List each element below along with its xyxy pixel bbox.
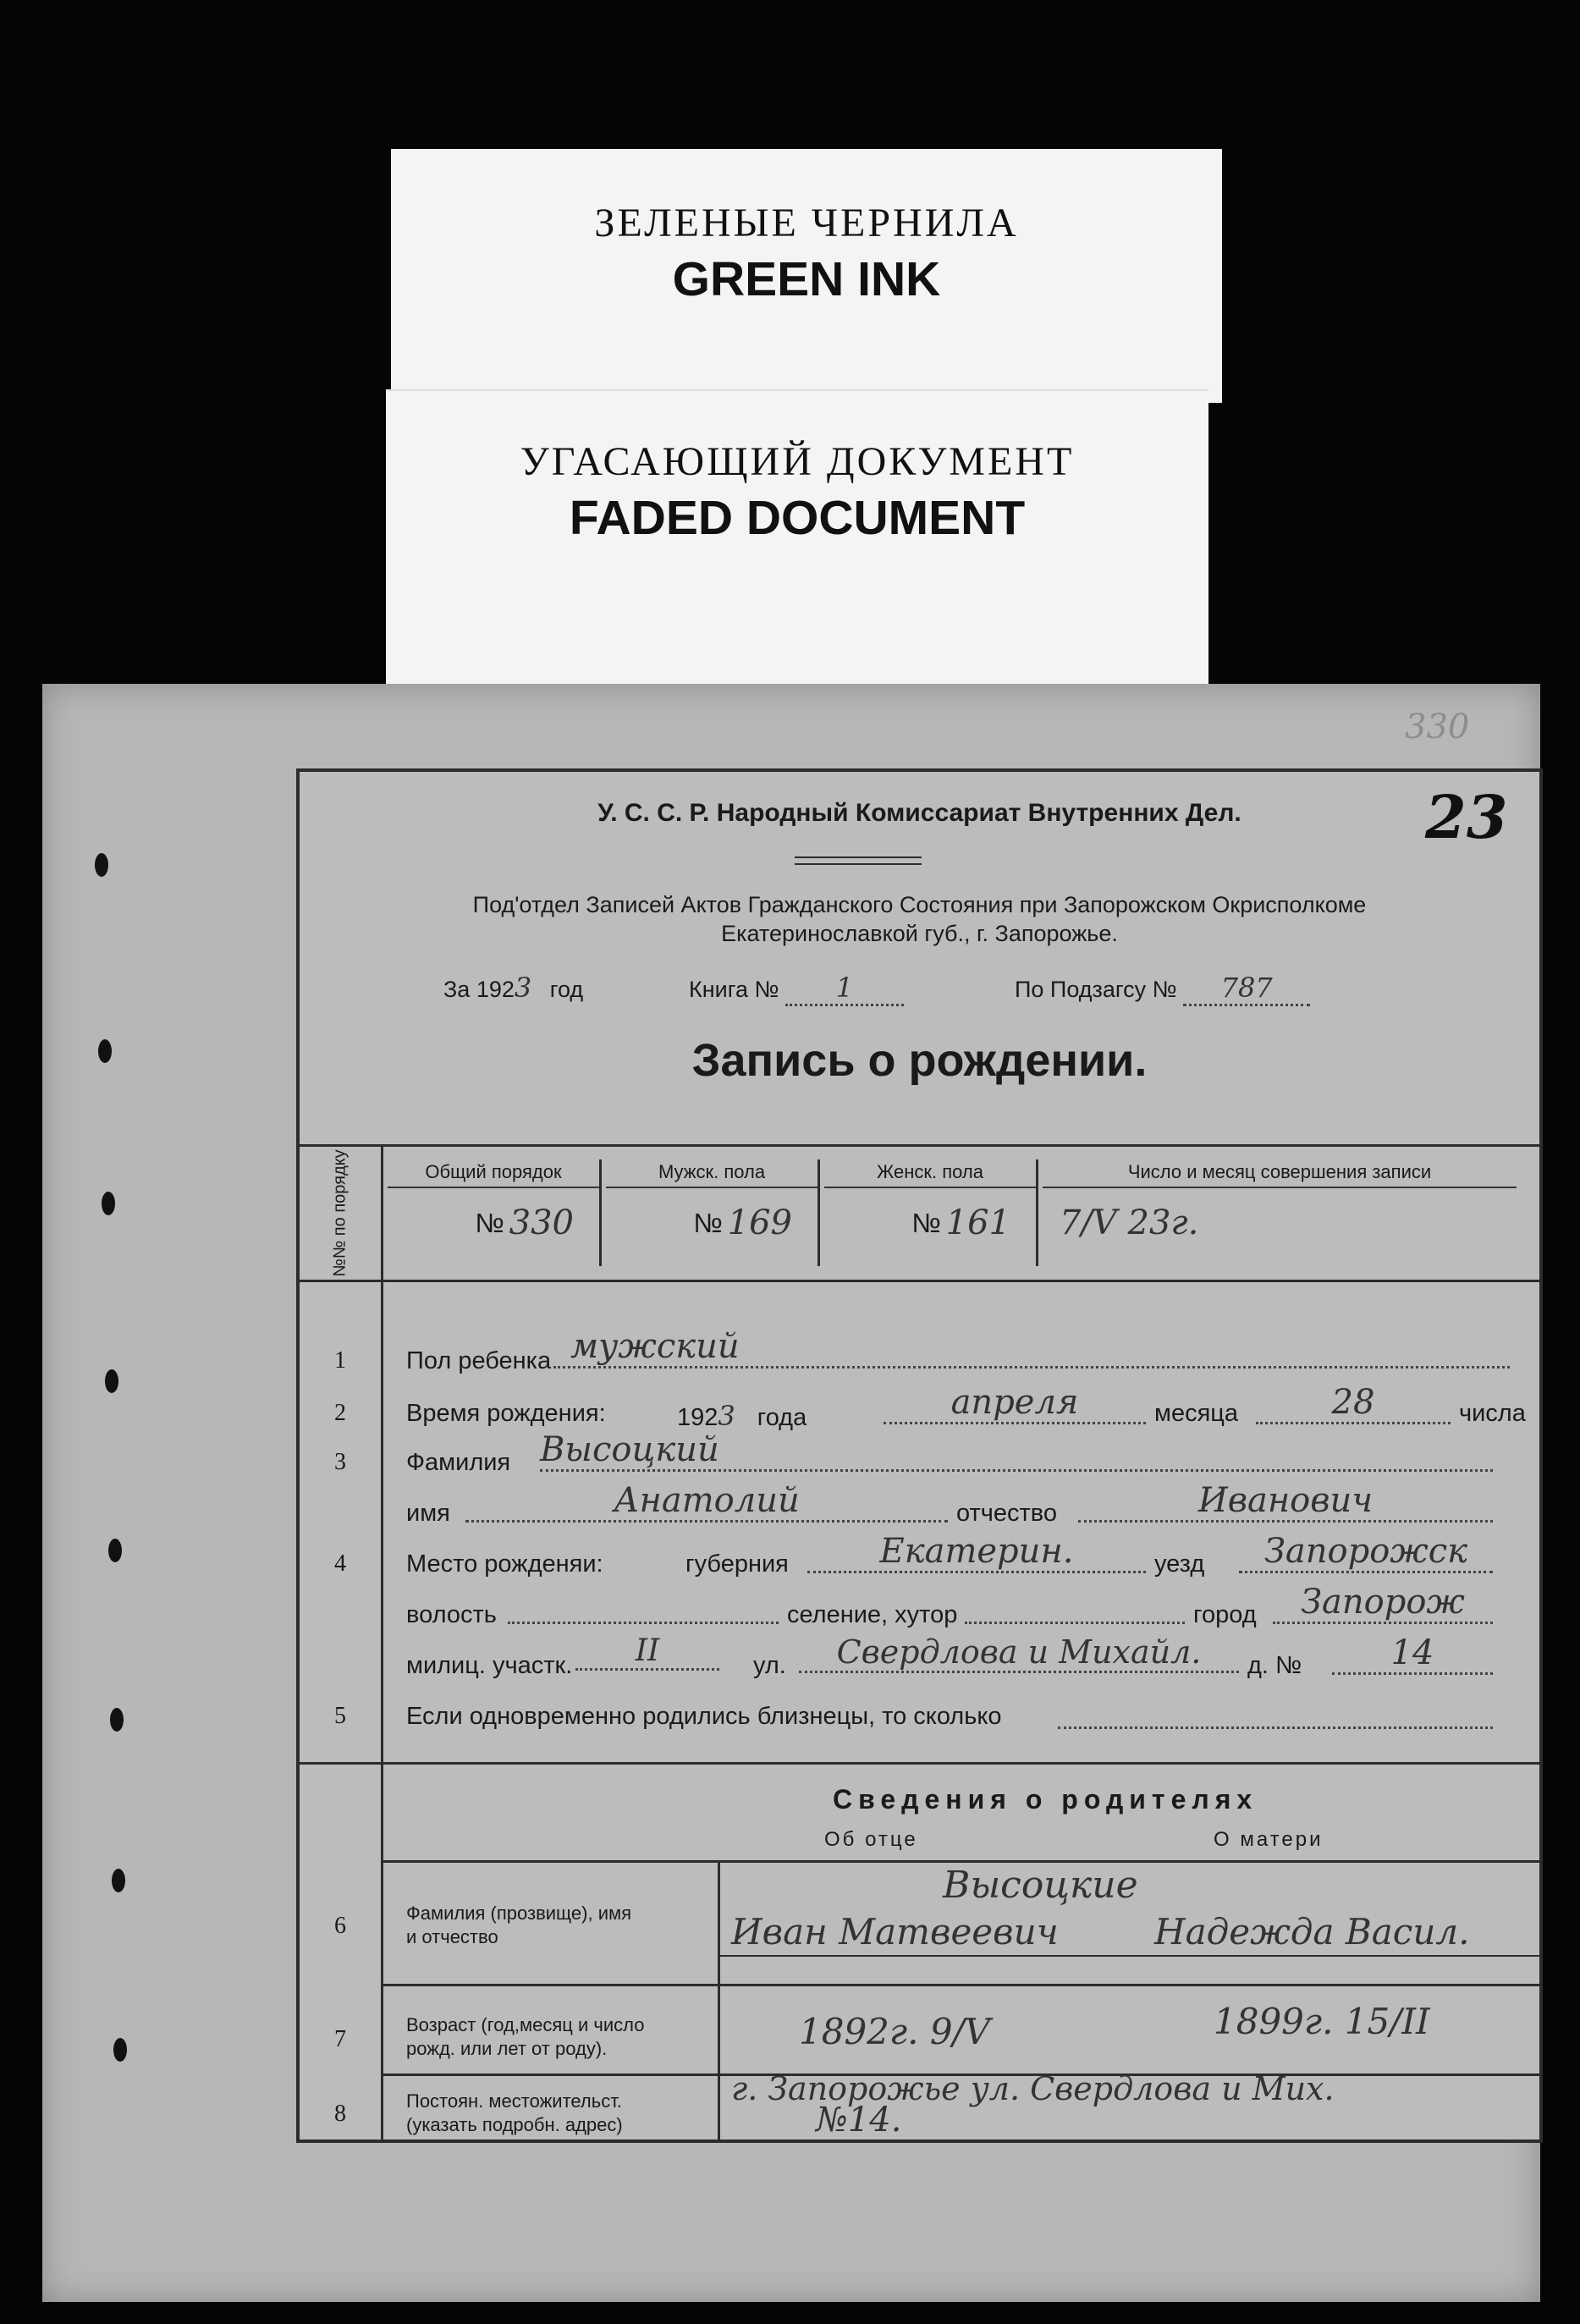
father-name-value: Иван Матвеевич bbox=[731, 1911, 1059, 1952]
village-label: селение, хутор bbox=[787, 1601, 958, 1628]
green-ink-ru: ЗЕЛЕНЫЕ ЧЕРНИЛА bbox=[594, 201, 1019, 245]
father-column-label: Об отце bbox=[824, 1828, 918, 1851]
order-side-label-box bbox=[300, 1148, 381, 1277]
uezd-value: Запорожск bbox=[1239, 1532, 1493, 1573]
parent-name-label-1: Фамилия (прозвище), имя bbox=[406, 1903, 632, 1924]
faded-document-en: FADED DOCUMENT bbox=[569, 491, 1026, 545]
parent-age-label-1: Возраст (год,месяц и число bbox=[406, 2014, 645, 2035]
mother-age-value: 1899г. 15/II bbox=[1214, 2001, 1430, 2042]
sex-label: Пол ребенка bbox=[406, 1347, 552, 1374]
male-order-cell bbox=[606, 1159, 820, 1266]
row-number: 1 bbox=[334, 1347, 346, 1374]
twins-field bbox=[1058, 1726, 1493, 1729]
female-order-field bbox=[824, 1188, 1036, 1242]
father-age-value: 1892г. 9/V bbox=[799, 2011, 991, 2052]
uezd-label: уезд bbox=[1154, 1550, 1205, 1578]
record-date-label: Число и месяц совершения записи bbox=[1043, 1159, 1517, 1188]
militia-label: милиц. участк. bbox=[406, 1652, 573, 1679]
record-date-cell bbox=[1043, 1159, 1517, 1266]
rule bbox=[381, 1984, 1539, 1986]
general-order-field bbox=[388, 1188, 599, 1242]
row-number: 4 bbox=[334, 1550, 346, 1577]
rule bbox=[381, 1860, 1539, 1863]
parents-surname-value: Высоцкие bbox=[943, 1864, 1138, 1907]
male-order-field bbox=[606, 1188, 818, 1242]
surname-value: Высоцкий bbox=[540, 1430, 1493, 1472]
subzags-label: По Подзагсу № bbox=[1015, 977, 1177, 1002]
patronymic-label: отчество bbox=[956, 1500, 1058, 1527]
house-label: д. № bbox=[1247, 1652, 1302, 1679]
surname-label: Фамилия bbox=[406, 1449, 511, 1476]
punch-hole bbox=[98, 1039, 112, 1063]
row-number: 6 bbox=[334, 1913, 346, 1939]
general-order-label: Общий порядок bbox=[388, 1159, 599, 1188]
birth-year-field bbox=[677, 1400, 807, 1432]
rule bbox=[300, 1762, 1539, 1765]
birth-month-label: месяца bbox=[1154, 1400, 1239, 1427]
female-order-cell bbox=[824, 1159, 1038, 1266]
header-department: Под'отдел Записей Актов Гражданского Состояния при Запорожском Окрисполкоме bbox=[472, 892, 1367, 917]
rule bbox=[381, 1144, 383, 2140]
rule bbox=[300, 1280, 1539, 1282]
gubernia-label: губерния bbox=[685, 1550, 789, 1578]
row-number: 5 bbox=[334, 1703, 346, 1729]
record-date-value: 7/V 23г. bbox=[1060, 1203, 1199, 1242]
row-number: 2 bbox=[334, 1400, 346, 1426]
birth-day-value: 28 bbox=[1256, 1383, 1451, 1424]
rule bbox=[718, 1955, 1539, 1957]
number-sign: № bbox=[911, 1207, 941, 1238]
village-field bbox=[965, 1622, 1185, 1624]
rule bbox=[718, 1860, 720, 2140]
row-number: 7 bbox=[334, 2026, 346, 2052]
header-ministry: У. С. С. Р. Народный Комиссариат Внутренних Дел. bbox=[597, 799, 1241, 827]
city-value: Запорож bbox=[1273, 1583, 1493, 1624]
male-order-label: Мужск. пола bbox=[606, 1159, 818, 1188]
rule bbox=[300, 1144, 1539, 1147]
birth-record-sheet bbox=[42, 684, 1540, 2302]
pencil-number: 330 bbox=[1405, 708, 1470, 746]
punch-hole bbox=[113, 2038, 127, 2062]
number-sign: № bbox=[693, 1207, 723, 1238]
book-value: 1 bbox=[785, 972, 904, 1006]
birth-year-prefix: 192 bbox=[677, 1404, 718, 1431]
city-label: город bbox=[1193, 1601, 1257, 1628]
green-ink-card bbox=[391, 149, 1222, 403]
female-order-value: 161 bbox=[945, 1203, 1010, 1242]
house-value: 14 bbox=[1332, 1633, 1493, 1675]
row-number: 8 bbox=[334, 2101, 346, 2127]
form-frame bbox=[296, 768, 1543, 2143]
year-label: За 192 bbox=[443, 977, 515, 1002]
order-side-label: №№ по порядку bbox=[330, 1148, 350, 1277]
mother-column-label: О матери bbox=[1214, 1828, 1324, 1851]
given-name-label: имя bbox=[406, 1500, 450, 1527]
birth-month-value: апреля bbox=[884, 1383, 1146, 1424]
birth-time-label: Время рождения: bbox=[406, 1400, 606, 1427]
parents-address-house: №14. bbox=[816, 2101, 902, 2140]
gubernia-value: Екатерин. bbox=[807, 1532, 1146, 1573]
parents-title: Сведения о родителях bbox=[833, 1784, 1258, 1815]
street-value: Свердлова и Михайл. bbox=[799, 1633, 1239, 1673]
punch-hole bbox=[108, 1539, 122, 1562]
birth-year-suffix: года bbox=[757, 1404, 807, 1431]
general-order-cell bbox=[388, 1159, 602, 1266]
book-line bbox=[689, 972, 904, 1006]
faded-document-ru: УГАСАЮЩИЙ ДОКУМЕНТ bbox=[520, 439, 1075, 484]
twins-label: Если одновременно родились близнецы, то сколько bbox=[406, 1703, 1002, 1730]
punch-hole bbox=[110, 1708, 124, 1732]
street-label: ул. bbox=[753, 1652, 786, 1679]
subzags-line bbox=[1015, 972, 1310, 1006]
row-number: 3 bbox=[334, 1449, 346, 1475]
divider bbox=[795, 856, 922, 858]
green-ink-en: GREEN INK bbox=[672, 252, 941, 306]
punch-hole bbox=[112, 1869, 125, 1892]
birthplace-label: Место рожденяи: bbox=[406, 1550, 603, 1578]
volost-field bbox=[508, 1622, 779, 1624]
militia-value: II bbox=[575, 1633, 719, 1671]
parents-address-value: г. Запорожье ул. Свердлова и Мих. bbox=[731, 2070, 1335, 2107]
punch-hole bbox=[105, 1369, 118, 1393]
sex-value: мужский bbox=[553, 1327, 1510, 1369]
year-value: 3 bbox=[514, 972, 532, 1004]
subzags-value: 787 bbox=[1183, 972, 1310, 1006]
mother-name-value: Надежда Васил. bbox=[1154, 1911, 1470, 1952]
volost-label: волость bbox=[406, 1601, 497, 1628]
sheet-number: 23 bbox=[1425, 782, 1508, 852]
parent-name-label-2: и отчество bbox=[406, 1926, 498, 1947]
birth-day-label: числа bbox=[1459, 1400, 1526, 1427]
header-region: Екатеринославкой губ., г. Запорожье. bbox=[721, 921, 1118, 946]
birth-year-value: 3 bbox=[718, 1400, 735, 1432]
punch-hole bbox=[102, 1192, 115, 1215]
parent-address-label-1: Постоян. местожительст. bbox=[406, 2090, 622, 2112]
female-order-label: Женск. пола bbox=[824, 1159, 1036, 1188]
male-order-value: 169 bbox=[727, 1203, 792, 1242]
general-order-value: 330 bbox=[509, 1203, 574, 1242]
given-name-value: Анатолий bbox=[465, 1481, 948, 1523]
record-date-field bbox=[1043, 1188, 1517, 1242]
book-label: Книга № bbox=[689, 977, 779, 1002]
parent-age-label-2: рожд. или лет от роду). bbox=[406, 2038, 608, 2059]
punch-hole bbox=[95, 853, 108, 877]
divider bbox=[795, 863, 922, 865]
year-line bbox=[443, 972, 583, 1004]
faded-document-card bbox=[386, 391, 1208, 704]
patronymic-value: Иванович bbox=[1078, 1481, 1493, 1523]
year-suffix: год bbox=[549, 977, 584, 1002]
number-sign: № bbox=[475, 1207, 504, 1238]
parent-address-label-2: (указать подробн. адрес) bbox=[406, 2114, 623, 2135]
record-title: Запись о рождении. bbox=[691, 1035, 1148, 1086]
